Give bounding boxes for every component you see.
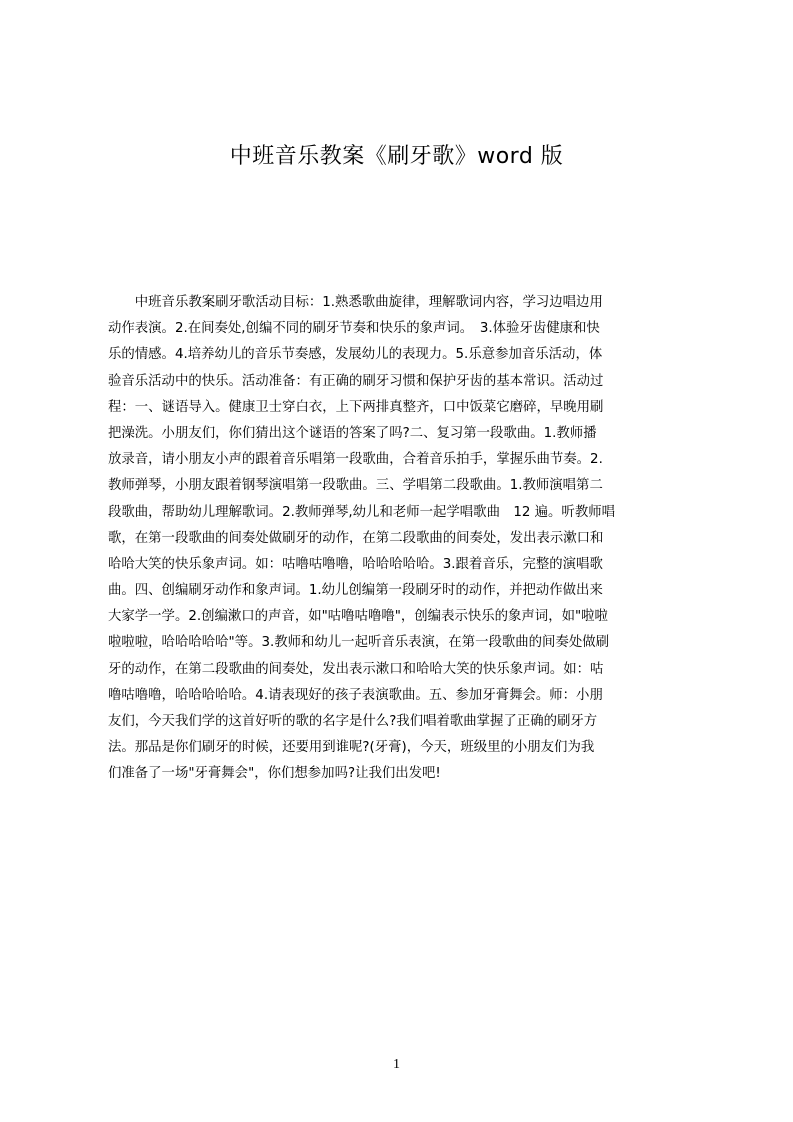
body-line: 大家学一学。2.创编漱口的声音，如"咕噜咕噜噜"，创编表示快乐的象声词，如"啦啦	[108, 609, 608, 625]
document-body	[108, 290, 697, 788]
body-line: 乐的情感。4.培养幼儿的音乐节奏感，发展幼儿的表现力。5.乐意参加音乐活动，体	[108, 347, 603, 363]
body-line: 把澡洗。小朋友们，你们猜出这个谜语的答案了吗?二、复习第一段歌曲。1.教师播	[108, 425, 597, 441]
body-line: 曲。四、创编刷牙动作和象声词。1.幼儿创编第一段刷牙时的动作，并把动作做出来	[108, 583, 603, 599]
page-number: 1	[393, 1057, 400, 1072]
body-line: 法。那品是你们刷牙的时候，还要用到谁呢?(牙膏)，今天，班级里的小朋友们为我	[108, 740, 595, 756]
body-line: 哈哈大笑的快乐象声词。如：咕噜咕噜噜，哈哈哈哈哈。3.跟着音乐，完整的演唱歌	[108, 556, 603, 572]
body-line: 们准备了一场"牙膏舞会"，你们想参加吗?让我们出发吧!	[108, 766, 441, 782]
body-line: 友们，今天我们学的这首好听的歌的名字是什么?我们唱着歌曲掌握了正确的刷牙方	[108, 714, 598, 729]
body-line: 动作表演。2.在间奏处,创编不同的刷牙节奏和快乐的象声词。 3.体验牙齿健康和快	[108, 321, 600, 337]
body-line: 验音乐活动中的快乐。活动准备：有正确的刷牙习惯和保护牙齿的基本常识。活动过	[108, 373, 604, 389]
body-line: 歌，在第一段歌曲的间奏处做刷牙的动作，在第二段歌曲的间奏处，发出表示漱口和	[108, 530, 604, 546]
body-line: 中班音乐教案刷牙歌活动目标：1.熟悉歌曲旋律，理解歌词内容，学习边唱边用	[108, 295, 603, 310]
body-line: 噜咕噜噜，哈哈哈哈哈。4.请表现好的孩子表演歌曲。五、参加牙膏舞会。师：小朋	[108, 687, 603, 703]
body-line: 放录音，请小朋友小声的跟着音乐唱第一段歌曲，合着音乐拍手，掌握乐曲节奏。2.	[108, 452, 603, 468]
body-line: 牙的动作，在第二段歌曲的间奏处，发出表示漱口和哈哈大笑的快乐象声词。如：咕	[108, 661, 604, 677]
body-line: 教师弹琴，小朋友跟着钢琴演唱第一段歌曲。三、学唱第二段歌曲。1.教师演唱第二	[108, 478, 603, 494]
body-line: 段歌曲，帮助幼儿理解歌词。2.教师弹琴,幼儿和老师一起学唱歌曲 12 遍。听教师唱	[108, 504, 615, 520]
body-line: 程：一、谜语导入。健康卫士穿白衣，上下两排真整齐，口中饭菜它磨碎，早晚用刷	[108, 399, 604, 415]
document-title: 中班音乐教案《刷牙歌》word 版	[229, 144, 564, 169]
body-line: 啦啦啦，哈哈哈哈哈"等。3.教师和幼儿一起听音乐表演，在第一段歌曲的间奏处做刷	[108, 635, 609, 651]
